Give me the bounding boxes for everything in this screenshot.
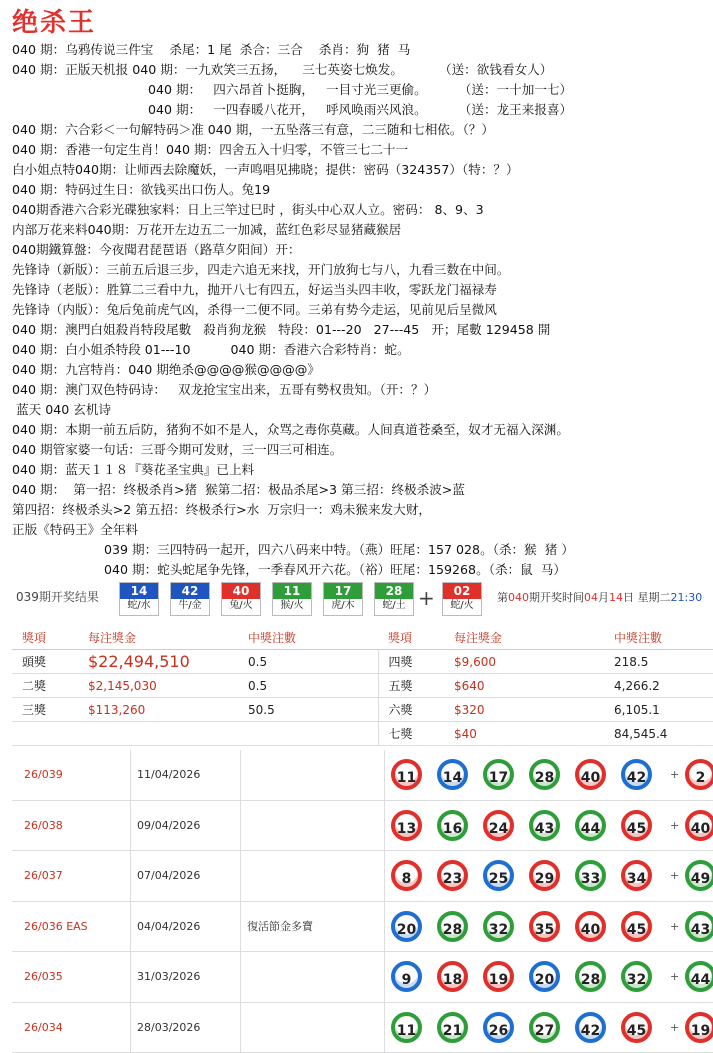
text-line: 040 期：九宫特肖：040 期绝杀@@@@猴@@@@》 <box>12 360 712 380</box>
history-ball: 16 <box>437 810 468 841</box>
text-line: 040 期：蓝天１１８『葵花圣宝典』已上料 <box>12 460 712 480</box>
header-cell: 每注獎金 <box>78 625 238 650</box>
draw-ball <box>323 582 363 616</box>
history-ball: 25 <box>483 860 514 891</box>
prize-level <box>12 722 78 746</box>
info-day: 14 <box>609 591 623 604</box>
history-ball: 20 <box>529 961 560 992</box>
text-line: 先锋诗（老版）：胜算二三看中九，抛开八七有四五，好运当头四丰收，零跃龙门福禄寿 <box>12 280 712 300</box>
ball-zodiac: 兔/火 <box>222 599 260 613</box>
plus-sign: + <box>670 1003 679 1053</box>
text-line: 040 期：白小姐杀特段 01---10 040 期：香港六合彩特肖：蛇。 <box>12 340 712 360</box>
history-ball: 23 <box>437 860 468 891</box>
prize-row <box>12 722 713 746</box>
draw-ball <box>374 582 414 616</box>
text-line: 040 期：澳門白姐殺肖特段尾數 殺肖狗龙猴 特段：01---20 27---45 开；尾數 129458 開 <box>12 320 712 340</box>
prize-level: 三獎 <box>12 698 78 722</box>
history-ball: 44 <box>575 810 606 841</box>
history-ball: 18 <box>437 961 468 992</box>
history-special-ball: 43 <box>685 911 713 942</box>
history-period: 26/038 <box>12 801 134 851</box>
prize-level: 五獎 <box>378 674 444 698</box>
history-ball: 40 <box>575 911 606 942</box>
prize-count: 218.5 <box>604 650 713 674</box>
text-line: 先锋诗（新版）：三前五后退三步，四走六追无来找，开门放狗七与八，九看三数在中间。 <box>12 260 712 280</box>
prize-count: 50.5 <box>238 698 378 722</box>
info-prefix: 第 <box>497 591 508 604</box>
draw-history-table <box>12 750 713 1053</box>
draw-result-label: 039期开奖结果 <box>16 588 99 605</box>
prize-amount: $640 <box>444 674 604 698</box>
history-date: 07/04/2026 <box>130 851 237 901</box>
prize-amount: $320 <box>444 698 604 722</box>
text-line: 白小姐点特040期：让师西去除魔妖，一声鸣唱见拂晓；提供：密码（324357）（特：？） <box>12 160 712 180</box>
text-line: 内部万花来料040期：万花开左边五二一加减，蓝红色彩尽显猪藏猴居 <box>12 220 712 240</box>
header-cell: 中獎注數 <box>238 625 378 650</box>
ball-zodiac: 蛇/水 <box>120 599 158 613</box>
history-ball: 45 <box>621 1012 652 1043</box>
history-row <box>12 750 713 801</box>
prize-amount: $113,260 <box>78 698 238 722</box>
history-ball: 45 <box>621 810 652 841</box>
text-line: 040 期：澳门双色特码诗： 双龙抢宝宝出来，五哥有勢权贵知。（开：？） <box>12 380 712 400</box>
history-balls <box>384 902 713 952</box>
history-ball: 42 <box>575 1012 606 1043</box>
info-week: 星期二 <box>638 591 671 604</box>
history-period: 26/034 <box>12 1003 134 1053</box>
info-month-unit: 月 <box>598 591 609 604</box>
text-line: 040 期： 一四春暖八花开， 呼风唤雨兴风浪。 （送：龙王来报喜） <box>12 100 712 120</box>
text-line: 040 期： 四六昂首卜挺胸， 一目寸光三更偷。 （送：一十加一七） <box>12 80 712 100</box>
text-line: 040 期：香港一句定生肖！040 期：四舍五入十归零，不管三七二十一 <box>12 140 712 160</box>
history-ball: 27 <box>529 1012 560 1043</box>
history-ball: 32 <box>483 911 514 942</box>
prize-level: 六獎 <box>378 698 444 722</box>
ball-zodiac: 蛇/火 <box>443 599 481 613</box>
prize-count: 84,545.4 <box>604 722 713 746</box>
history-ball: 42 <box>621 759 652 790</box>
special-ball <box>442 582 482 616</box>
prize-amount: $22,494,510 <box>78 650 238 674</box>
plus-sign: + <box>670 851 679 901</box>
history-ball: 35 <box>529 911 560 942</box>
history-ball: 19 <box>483 961 514 992</box>
prize-count <box>238 722 378 746</box>
history-special-ball: 44 <box>685 961 713 992</box>
ball-number: 11 <box>273 583 311 599</box>
history-note <box>240 801 387 851</box>
history-ball: 14 <box>437 759 468 790</box>
history-row <box>12 902 713 953</box>
history-row <box>12 801 713 852</box>
prize-row <box>12 698 713 722</box>
history-ball: 40 <box>575 759 606 790</box>
history-period: 26/036 EAS <box>12 902 134 952</box>
history-ball: 28 <box>437 911 468 942</box>
history-date: 31/03/2026 <box>130 952 237 1002</box>
history-special-ball: 19 <box>685 1012 713 1043</box>
plus-sign: + <box>670 750 679 800</box>
prize-amount: $40 <box>444 722 604 746</box>
history-ball: 8 <box>391 860 422 891</box>
history-ball: 13 <box>391 810 422 841</box>
history-ball: 43 <box>529 810 560 841</box>
prize-header-row <box>12 625 713 650</box>
history-note <box>240 851 387 901</box>
history-balls <box>384 1003 713 1053</box>
history-ball: 24 <box>483 810 514 841</box>
history-row <box>12 952 713 1003</box>
history-date: 11/04/2026 <box>130 750 237 800</box>
info-day-unit: 日 <box>623 591 634 604</box>
history-ball: 26 <box>483 1012 514 1043</box>
history-special-ball: 49 <box>685 860 713 891</box>
draw-ball <box>272 582 312 616</box>
history-note <box>240 750 387 800</box>
prize-amount <box>78 722 238 746</box>
ball-zodiac: 虎/木 <box>324 599 362 613</box>
text-line: 040 期：本期一前五后防，猪狗不如不是人，众骂之毒你莫藏。人间真道苍桑至，奴才无福入深渊。 <box>12 420 712 440</box>
plus-sign: + <box>418 586 435 610</box>
text-line: 040 期：正版天机报 040 期：一九欢笑三五扬， 三七英姿七焕发。 （送：欲钱看女人） <box>12 60 712 80</box>
plus-sign: + <box>670 902 679 952</box>
prize-amount: $9,600 <box>444 650 604 674</box>
ball-number: 28 <box>375 583 413 599</box>
history-note <box>240 1003 387 1053</box>
history-ball: 33 <box>575 860 606 891</box>
text-line: 正版《特码王》全年料 <box>12 520 712 540</box>
history-ball: 9 <box>391 961 422 992</box>
ball-number: 17 <box>324 583 362 599</box>
history-note <box>240 952 387 1002</box>
header-cell: 獎項 <box>378 625 444 650</box>
text-line: 蓝天 040 玄机诗 <box>12 400 712 420</box>
history-row <box>12 1003 713 1053</box>
ball-zodiac: 牛/金 <box>171 599 209 613</box>
history-ball: 34 <box>621 860 652 891</box>
text-line: 第四招：终极杀头>2 第五招：终极杀行>水 万宗归一：鸡未猴来发大财， <box>12 500 712 520</box>
history-balls <box>384 750 713 800</box>
info-time: 21:30 <box>671 591 703 604</box>
history-balls <box>384 801 713 851</box>
history-date: 28/03/2026 <box>130 1003 237 1053</box>
ball-zodiac: 猴/火 <box>273 599 311 613</box>
text-line: 039 期：三四特码一起开，四六八码来中特。（燕）旺尾：157 028。（杀：猴 猪 ） <box>12 540 712 560</box>
info-period: 040 <box>508 591 529 604</box>
history-ball: 28 <box>575 961 606 992</box>
ball-number: 14 <box>120 583 158 599</box>
prize-level: 七獎 <box>378 722 444 746</box>
prize-row <box>12 650 713 674</box>
history-date: 04/04/2026 <box>130 902 237 952</box>
header-cell: 獎項 <box>12 625 78 650</box>
prize-count: 4,266.2 <box>604 674 713 698</box>
history-period: 26/035 <box>12 952 134 1002</box>
info-mid: 期开奖时间 <box>529 591 584 604</box>
history-ball: 32 <box>621 961 652 992</box>
prize-table <box>12 625 713 746</box>
text-line: 040 期：特码过生日：欲钱买出口伤人。兔19 <box>12 180 712 200</box>
header-cell: 每注獎金 <box>444 625 604 650</box>
text-line: 040 期：六合彩＜一句解特码＞准 040 期，一五坠落三有意，二三随和七相依。（？） <box>12 120 712 140</box>
header-cell: 中獎注數 <box>604 625 713 650</box>
page-title: 绝杀王 <box>12 2 96 39</box>
history-date: 09/04/2026 <box>130 801 237 851</box>
history-balls <box>384 952 713 1002</box>
history-balls <box>384 851 713 901</box>
draw-ball <box>221 582 261 616</box>
prize-count: 0.5 <box>238 674 378 698</box>
history-note: 復活節金多寶 <box>240 902 387 952</box>
history-ball: 11 <box>391 1012 422 1043</box>
text-line: 040 期管家婆一句话：三哥今期可发财，三一四三可相连。 <box>12 440 712 460</box>
draw-ball <box>170 582 210 616</box>
history-period: 26/039 <box>12 750 134 800</box>
history-row <box>12 851 713 902</box>
text-line: 先锋诗（内版）：兔后兔前虎气凶，杀得一二便不同。三弟有势今走运，见前见后呈微风 <box>12 300 712 320</box>
text-line: 040期香港六合彩光碟独家料：日上三竿过巳时 ，街头中心双人立。密码： 8、9、3 <box>12 200 712 220</box>
ball-number: 40 <box>222 583 260 599</box>
history-ball: 20 <box>391 911 422 942</box>
prediction-text-block <box>12 40 712 580</box>
history-ball: 29 <box>529 860 560 891</box>
history-special-ball: 2 <box>685 759 713 790</box>
draw-result-bar <box>0 580 713 616</box>
history-special-ball: 40 <box>685 810 713 841</box>
info-month: 04 <box>584 591 598 604</box>
history-ball: 17 <box>483 759 514 790</box>
plus-sign: + <box>670 801 679 851</box>
history-ball: 21 <box>437 1012 468 1043</box>
ball-zodiac: 蛇/土 <box>375 599 413 613</box>
history-period: 26/037 <box>12 851 134 901</box>
text-line: 040期鐵算盤：今夜聞君琵琶语（路草夕阳间）开： <box>12 240 712 260</box>
text-line: 040 期： 第一招：终极杀肖>猪 猴第二招：极品杀尾>3 第三招：终极杀波>蓝 <box>12 480 712 500</box>
history-ball: 45 <box>621 911 652 942</box>
prize-amount: $2,145,030 <box>78 674 238 698</box>
prize-count: 6,105.1 <box>604 698 713 722</box>
prize-level: 頭獎 <box>12 650 78 674</box>
plus-sign: + <box>670 952 679 1002</box>
history-ball: 11 <box>391 759 422 790</box>
ball-number: 02 <box>443 583 481 599</box>
history-ball: 28 <box>529 759 560 790</box>
draw-ball <box>119 582 159 616</box>
next-draw-info <box>497 589 702 605</box>
prize-level: 二獎 <box>12 674 78 698</box>
prize-row <box>12 674 713 698</box>
ball-number: 42 <box>171 583 209 599</box>
prize-count: 0.5 <box>238 650 378 674</box>
text-line: 040 期：乌鸦传说三件宝 杀尾：1 尾 杀合：三合 杀肖：狗 猪 马 <box>12 40 712 60</box>
text-line: 040 期：蛇头蛇尾争先锋，一季春风开六花。（裕）旺尾：159268。（杀：鼠 马） <box>12 560 712 580</box>
prize-level: 四獎 <box>378 650 444 674</box>
